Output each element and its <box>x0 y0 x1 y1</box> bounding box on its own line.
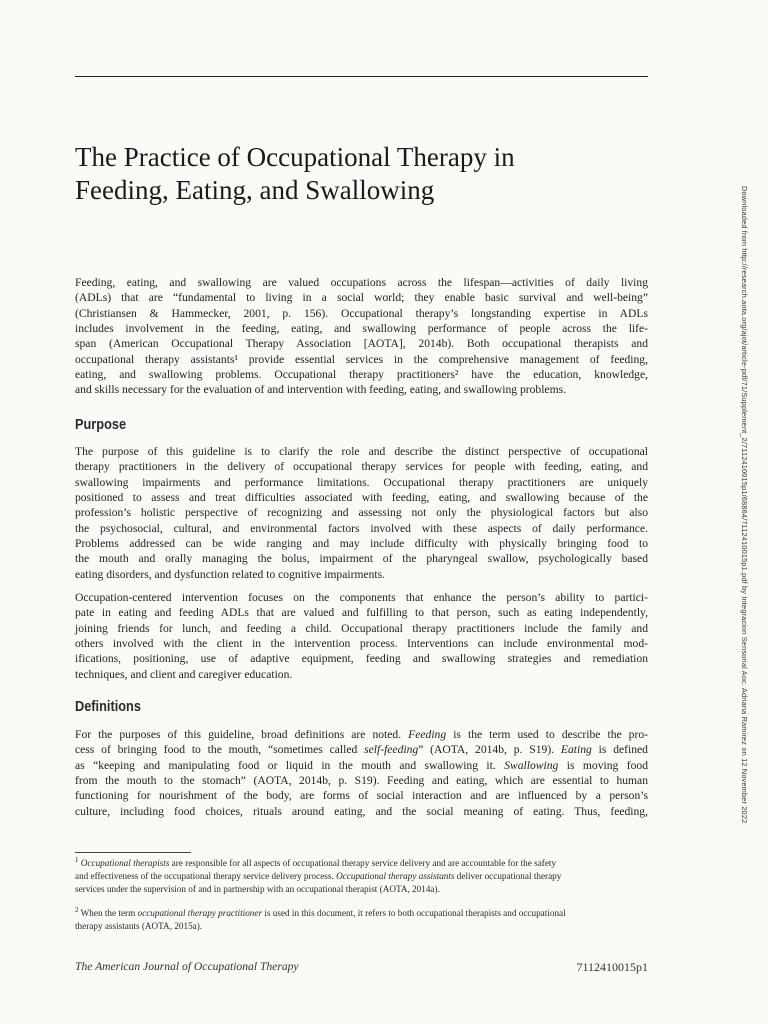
download-note: Downloaded from http://research.aota.org/ajot/article-pdf/71/Supplement_2/7112410015p1/68864/7112410015p1.pdf by Integracion Sensorial Aoc. Adriana Ramirez on 12 November 2022 <box>740 186 749 824</box>
intro-line: (Christiansen & Hammecker, 2001, p. 156). Occupational therapy’s longstanding expertise in ADLs <box>75 306 648 320</box>
definitions-line: For the purposes of this guideline, broad definitions are noted. Feeding is the term used to describe the pro- <box>75 728 648 741</box>
footnote-1: $^1$ Occupational therapists are responsible for all aspects of occupational therapy service delivery and are accountable for the safety and effectiveness of the occupational therapy service delivery process. Occupational therapy assistants deliver occupational therapy services under the supervision of and in partnership with an occupational therapist (AOTA, 2014a). <box>75 855 562 894</box>
purpose-paragraph-1 <box>75 444 648 582</box>
intro-line: occupational therapy assistants¹ provide essential services in the comprehensive management of feeding, <box>75 352 648 366</box>
purpose-line: the psychosocial, cultural, and environmental factors involved with these aspects of daily performance. <box>75 521 648 535</box>
purpose-line: swallowing impairments and performance limitations. Occupational therapy practitioners are uniquely <box>75 475 648 489</box>
definitions-line: cess of bringing food to the mouth, “sometimes called self-feeding” (AOTA, 2014b, p. S19). Eating is defined <box>75 743 648 757</box>
purpose-line: eating disorders, and dysfunction related to cognitive impairments. <box>75 567 386 581</box>
term-feeding: Feeding <box>408 728 447 741</box>
footer-page-id: 7112410015p1 <box>576 960 648 974</box>
purpose-line: others involved with the client in the intervention process. Interventions can include environmental mod- <box>75 637 648 651</box>
purpose-line: the mouth and orally managing the bolus, impairment of the pharyngeal swallow, psychologically based <box>75 552 648 566</box>
footnote-mark: 2 <box>75 905 79 914</box>
intro-line: span (American Occupational Therapy Association [AOTA], 2014b). Both occupational therapists and <box>75 337 648 351</box>
footnote-rule <box>75 852 191 853</box>
intro-paragraph <box>75 275 648 398</box>
definitions-line: functioning for nourishment of the body, are forms of social interaction and are influenced by a person’s <box>75 789 648 803</box>
term-self-feeding: self-feeding <box>364 743 419 757</box>
intro-line: and skills necessary for the evaluation of and intervention with feeding, eating, and swallowing problems. <box>75 383 566 397</box>
top-rule <box>75 76 648 77</box>
purpose-paragraph-2 <box>75 590 648 682</box>
term-eating: Eating <box>560 743 592 757</box>
purpose-line: ifications, positioning, use of adaptive equipment, feeding and swallowing strategies and remediation <box>75 652 648 666</box>
purpose-line: techniques, and client and caregiver education. <box>75 667 293 681</box>
intro-line: Feeding, eating, and swallowing are valued occupations across the lifespan—activities of daily living <box>75 276 648 289</box>
term-swallowing: Swallowing <box>504 758 559 772</box>
purpose-line: therapy practitioners in the delivery of occupational therapy services for people with feeding, eating, and <box>75 460 648 474</box>
title-line-1: The Practice of Occupational Therapy in <box>75 142 515 172</box>
definitions-line: from the mouth to the stomach” (AOTA, 2014b, p. S19). Feeding and eating, which are essential to human <box>75 774 648 788</box>
article-title <box>75 141 655 207</box>
title-line-2: Feeding, Eating, and Swallowing <box>75 175 435 205</box>
intro-line: eating, and swallowing problems. Occupational therapy practitioners² have the education, knowledge, <box>75 368 648 382</box>
purpose-line: profession’s holistic perspective of recognizing and assessing not only the physiological factors but also <box>75 506 648 520</box>
footnote-mark: 1 <box>75 855 79 864</box>
purpose-line: The purpose of this guideline is to clarify the role and describe the distinct perspective of occupational <box>75 445 648 458</box>
heading-definitions: Definitions <box>75 699 141 715</box>
intro-line: includes involvement in the feeding, eating, and swallowing performance of people across the life- <box>75 322 648 336</box>
purpose-line: Problems addressed can be wide ranging and may include difficulty with physically bringing food to <box>75 537 648 551</box>
purpose-line: pate in eating and feeding ADLs that are valued and fulfilling to that person, such as eating independently, <box>75 606 648 620</box>
footer-journal-name: The American Journal of Occupational Therapy <box>75 960 299 973</box>
footnote-2: $^2$ When the term occupational therapy practitioner is used in this document, it refers to both occupational therapists and occupational therapy assistants (AOTA, 2015a). <box>75 905 566 931</box>
heading-purpose: Purpose <box>75 417 127 433</box>
intro-line: (ADLs) that are “fundamental to living in a social world; they enable basic survival and well-being” <box>75 291 648 305</box>
purpose-line: positioned to assess and treat difficulties associated with feeding, eating, and swallowing because of the <box>75 491 648 505</box>
purpose-line: joining friends for lunch, and feeding a child. Occupational therapy practitioners include the family and <box>75 621 648 635</box>
definitions-line: as “keeping and manipulating food or liquid in the mouth and swallowing it. Swallowing is moving food <box>75 758 648 772</box>
definitions-line: culture, including food choices, rituals around eating, and the social meaning of eating. Thus, feeding, <box>75 804 648 818</box>
definitions-paragraph <box>75 727 648 819</box>
purpose-line: Occupation-centered intervention focuses on the components that enhance the person’s ability to partici- <box>75 591 648 604</box>
